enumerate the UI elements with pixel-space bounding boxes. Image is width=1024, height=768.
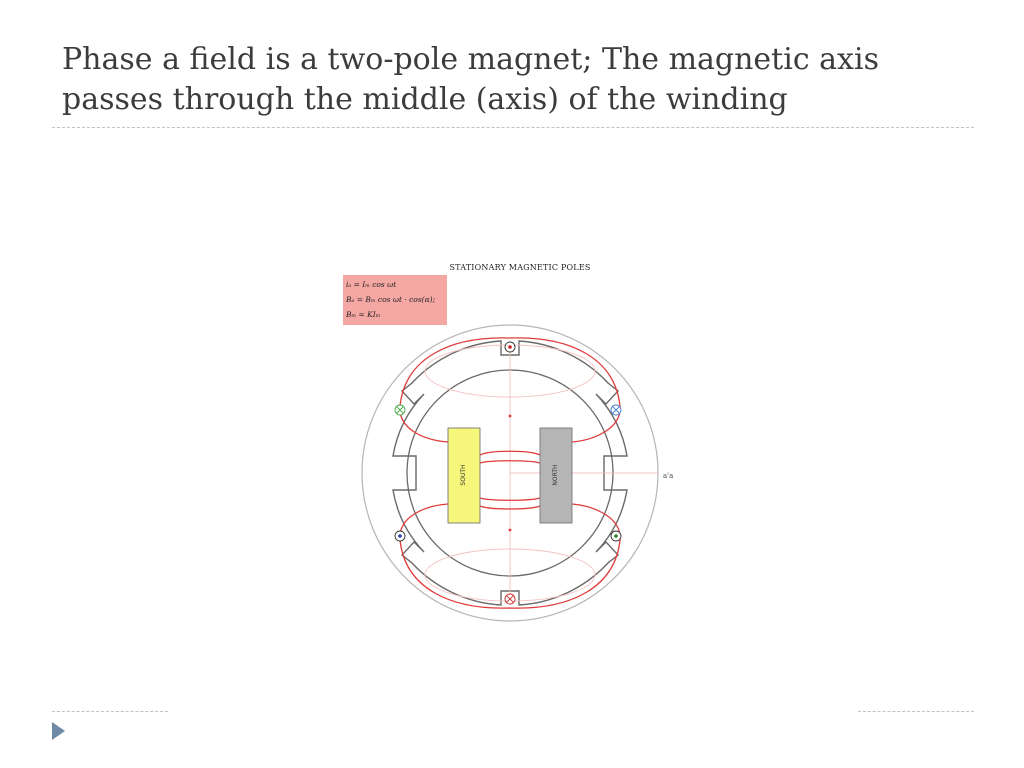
equation-flux-density: Bₐ = Bₘ cos ωt · cos(α); [346, 295, 436, 304]
conductor-top-dot [505, 342, 515, 352]
conductor-lower-left-dot [395, 531, 405, 541]
figure-title: STATIONARY MAGNETIC POLES [449, 263, 591, 272]
slide-title: Phase a field is a two-pole magnet; The magnetic axis passes through the middle (axis) of the winding [62, 42, 879, 117]
conductor-upper-left-cross [395, 405, 405, 415]
field-dot-bottom [509, 529, 512, 532]
equation-max-flux: Bₘ = KIₘ [346, 310, 381, 319]
north-pole-label: NORTH [552, 464, 559, 486]
stator-rotor-diagram [340, 258, 700, 628]
equation-current: iₐ = Iₘ cos ωt [346, 280, 397, 289]
footer-divider-left [52, 711, 168, 712]
field-line-outer-bottom-left [400, 504, 448, 540]
south-pole-label: SOUTH [460, 464, 467, 486]
footer-divider-right [858, 711, 974, 712]
conductor-lower-right-dot [611, 531, 621, 541]
conductor-bottom-cross [505, 594, 515, 604]
axis-label: a'a [663, 472, 674, 480]
bullet-arrow-icon [52, 722, 65, 740]
conductor-upper-right-cross [611, 405, 621, 415]
field-dot-top [509, 415, 512, 418]
title-divider [52, 127, 974, 128]
equation-box [343, 275, 447, 325]
field-line-outer-top-left [400, 406, 448, 442]
